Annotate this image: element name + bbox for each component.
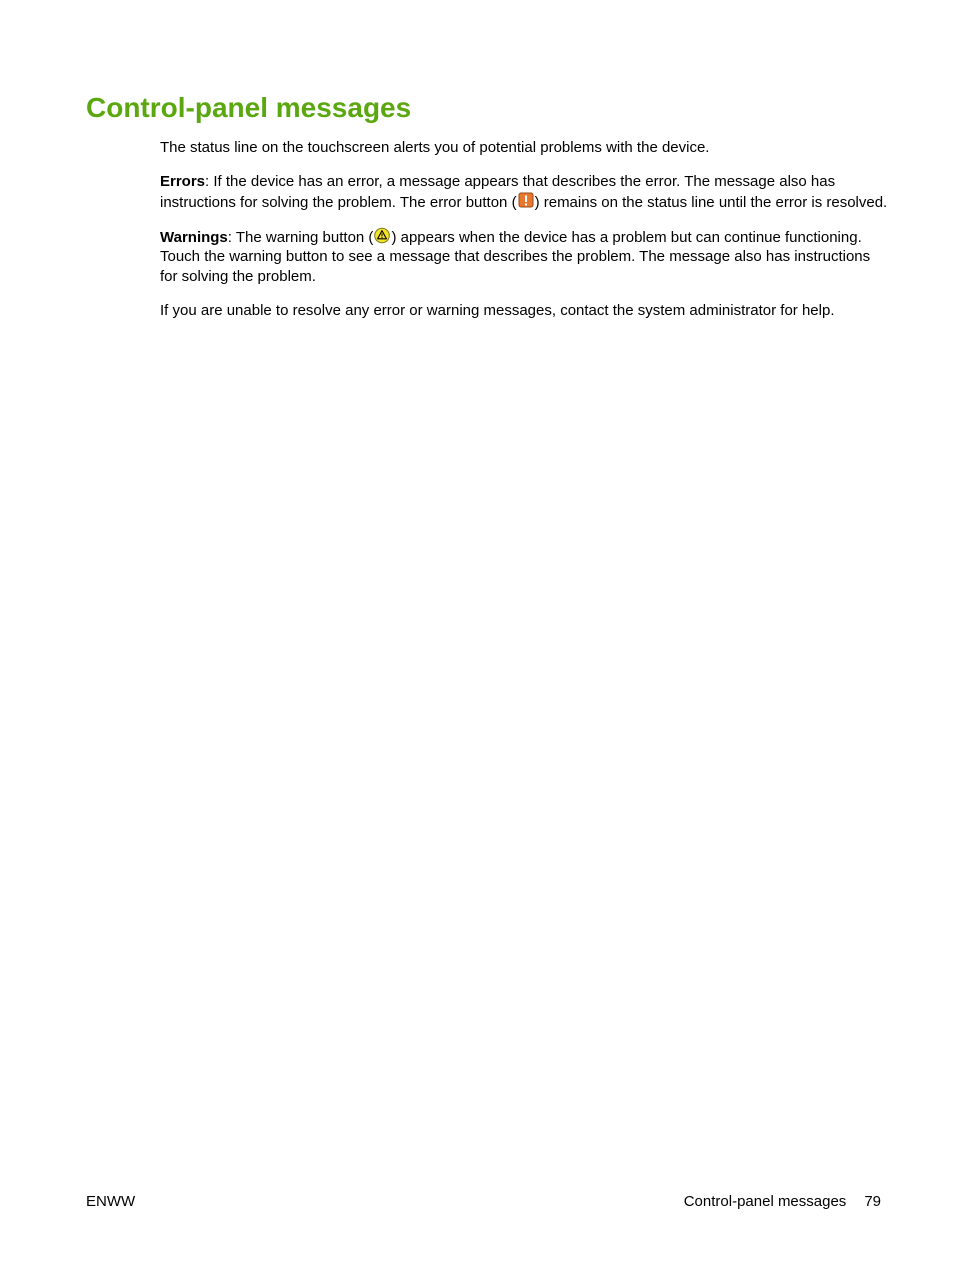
warnings-label: Warnings [160, 228, 228, 246]
warnings-paragraph [160, 227, 888, 287]
errors-paragraph [160, 172, 888, 212]
errors-text-before: : If the device has an error, a message appears that describes the error. The message also has instructions for solving the problem. The error button ( [160, 173, 836, 211]
footer-right [684, 1193, 881, 1210]
page-title: Control-panel messages [86, 92, 412, 123]
errors-label: Errors [160, 173, 206, 190]
closing-paragraph: If you are unable to resolve any error or warning messages, contact the system administrator for help. [160, 301, 835, 319]
footer-left: ENWW [86, 1193, 136, 1210]
error-icon [518, 192, 534, 209]
warning-icon [374, 227, 390, 244]
warnings-text-after: ) appears when the device has a problem but can continue functioning. Touch the warning button to see a message that describes the problem. The message also has instructions for solving the problem. [160, 228, 871, 285]
errors-text-after: ) remains on the status line until the error is resolved. [534, 193, 888, 211]
footer-section: Control-panel messages [683, 1193, 847, 1210]
page-number: 79 [864, 1193, 881, 1210]
body-text [160, 138, 888, 335]
warnings-text-before: : The warning button ( [227, 228, 374, 246]
intro-paragraph: The status line on the touchscreen alerts you of potential problems with the device. [160, 139, 710, 156]
